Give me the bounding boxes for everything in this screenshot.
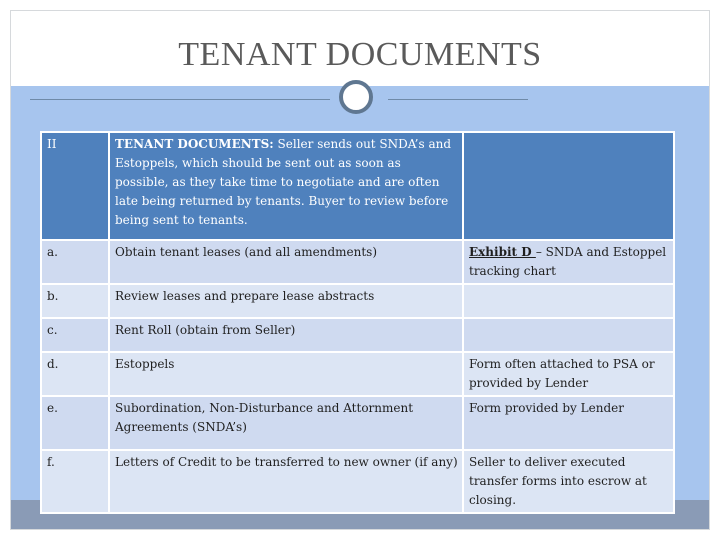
table-header-row: [41, 132, 674, 240]
table-row: [41, 352, 674, 396]
row-item: Obtain tenant leases (and all amendments): [109, 240, 463, 284]
header-empty-cell: [463, 132, 674, 240]
row-number: d.: [41, 352, 109, 396]
row-number: b.: [41, 284, 109, 318]
row-number: f.: [41, 450, 109, 513]
row-note: [463, 284, 674, 318]
tenant-documents-table: [40, 131, 675, 514]
divider-left: [30, 99, 330, 100]
table-row: [41, 240, 674, 284]
row-item: Rent Roll (obtain from Seller): [109, 318, 463, 352]
row-item: Subordination, Non-Disturbance and Attornment Agreements (SNDA’s): [109, 396, 463, 450]
row-item: Review leases and prepare lease abstracts: [109, 284, 463, 318]
row-number: c.: [41, 318, 109, 352]
row-note-text: – SNDA and Estoppel tracking chart: [469, 245, 667, 278]
row-note: Seller to deliver executed transfer forms into escrow at closing.: [463, 450, 674, 513]
divider-right: [388, 99, 528, 100]
table-row: [41, 450, 674, 513]
row-item: Estoppels: [109, 352, 463, 396]
row-number: II: [41, 132, 109, 240]
slide-title: TENANT DOCUMENTS: [178, 36, 542, 73]
header-text: Seller sends out SNDA’s and Estoppels, which should be sent out as soon as possible, as they take time to negotiate and are often late being returned by tenants. Buyer to review before being sent to tenants.: [115, 137, 452, 227]
row-item: Letters of Credit to be transferred to new owner (if any): [109, 450, 463, 513]
row-note: [463, 318, 674, 352]
row-number: a.: [41, 240, 109, 284]
row-note: Form often attached to PSA or provided by Lender: [463, 352, 674, 396]
row-note: [463, 240, 674, 284]
row-note: Form provided by Lender: [463, 396, 674, 450]
table-row: [41, 284, 674, 318]
header-cell: [109, 132, 463, 240]
exhibit-link[interactable]: Exhibit D: [469, 245, 536, 259]
header-heading: TENANT DOCUMENTS:: [115, 137, 274, 151]
row-number: e.: [41, 396, 109, 450]
table-row: [41, 396, 674, 450]
circle-ornament-icon: [339, 80, 373, 114]
table-row: [41, 318, 674, 352]
